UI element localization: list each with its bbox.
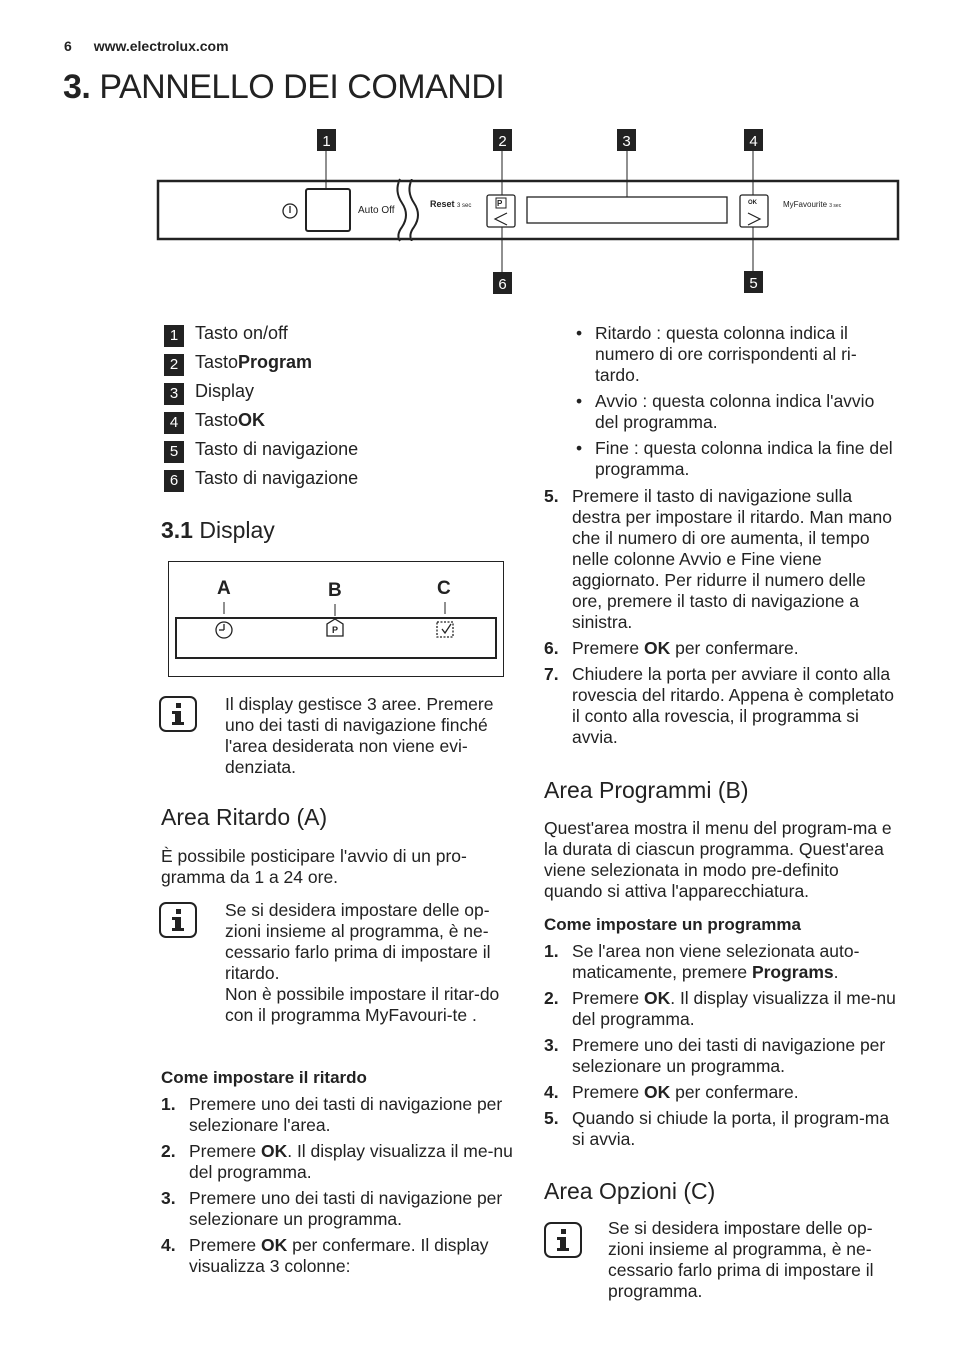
info-note-opzioni	[544, 1218, 896, 1302]
svg-text:1: 1	[322, 133, 331, 150]
step-item	[161, 1094, 513, 1136]
myfavourite-label	[783, 200, 841, 209]
area-ritardo-title: Area Ritardo (A)	[161, 804, 328, 830]
step-text: Premere OK per confermare.	[572, 1082, 799, 1102]
step-text: Premere OK per confermare. Il display visualizza 3 colonne:	[189, 1235, 489, 1276]
myfavourite-sec: 3 sec	[829, 203, 842, 209]
page-title	[63, 68, 504, 107]
clock-delay-icon	[216, 622, 232, 638]
area-opzioni-title: Area Opzioni (C)	[544, 1178, 716, 1204]
step-text: Chiudere la porta per avviare il conto alla rovescia del ritardo. Appena è completato il conto alla rovescia, il programma si avvia.	[572, 664, 894, 747]
bullet-text: Fine : questa colonna indica la fine del programma.	[595, 438, 893, 479]
info-note-ritardo	[159, 900, 511, 1026]
legend-item	[164, 348, 358, 377]
step-item	[544, 1082, 899, 1103]
step-number: 3.	[544, 1035, 559, 1055]
step-text: Premere OK per confermare.	[572, 638, 799, 658]
step-number: 4.	[161, 1235, 176, 1255]
bullet-item	[572, 438, 897, 480]
step-number: 5.	[544, 486, 559, 506]
subsection-title: Display	[199, 517, 275, 543]
step-item	[544, 988, 899, 1030]
info-icon	[159, 902, 197, 938]
section-title: PANNELLO DEI COMANDI	[99, 68, 505, 106]
legend-text: Tasto di navigazione	[195, 439, 359, 459]
legend-badge: 6	[164, 470, 184, 492]
info-icon	[159, 696, 197, 732]
legend-text: TastoProgram	[195, 352, 313, 372]
legend-list	[164, 319, 358, 493]
myfavourite-text: MyFavourite	[783, 200, 828, 209]
legend-badge: 4	[164, 412, 184, 434]
step-number: 1.	[161, 1094, 176, 1114]
subsection-display-title	[161, 517, 275, 544]
bullet-dot: •	[576, 438, 583, 458]
steps-ritardo-cont	[544, 486, 899, 753]
legend-item	[164, 319, 358, 348]
on-off-button	[306, 189, 350, 231]
step-item	[544, 941, 899, 983]
callout-badge-2	[493, 129, 512, 151]
bullets-ritardo	[572, 323, 897, 485]
area-programmi-title: Area Programmi (B)	[544, 777, 749, 803]
step-item	[544, 1035, 899, 1077]
bullet-item	[572, 391, 897, 433]
legend-text: TastoOK	[195, 410, 266, 430]
info-text-1: Se si desidera impostare delle op-zioni insieme al programma, è ne-cessario farlo prima di impostare il ritardo.	[225, 900, 491, 983]
running-header	[64, 38, 229, 54]
svg-text:6: 6	[498, 276, 507, 293]
info-text	[225, 900, 511, 1026]
legend-item	[164, 464, 358, 493]
callout-badge-6	[493, 272, 512, 294]
step-text: Premere OK. Il display visualizza il me-nu del programma.	[572, 988, 896, 1029]
control-panel-diagram	[150, 125, 910, 297]
info-text: Se si desidera impostare delle op-zioni insieme al programma, è ne-cessario farlo prima di impostare il programma.	[608, 1218, 874, 1301]
step-item	[161, 1235, 513, 1277]
legend-badge: 3	[164, 383, 184, 405]
step-number: 4.	[544, 1082, 559, 1102]
step-text: Quando si chiude la porta, il program-ma si avvia.	[572, 1108, 890, 1149]
bullet-item	[572, 323, 897, 386]
step-item	[544, 638, 899, 659]
label-c: C	[437, 578, 451, 599]
legend-item	[164, 435, 358, 464]
svg-text:3: 3	[622, 133, 631, 150]
options-icon	[437, 622, 453, 637]
steps-ritardo	[161, 1094, 513, 1282]
program-symbol: P	[497, 199, 503, 208]
bullet-dot: •	[576, 391, 583, 411]
info-note-display	[159, 694, 511, 778]
area-programmi-text: Quest'area mostra il menu del program-ma e la durata di ciascun programma. Quest'area viene selezionata in modo pre-definito quando si attiva l'apparecchiatura.	[544, 818, 892, 901]
step-number: 5.	[544, 1108, 559, 1128]
step-item	[544, 486, 899, 633]
bullet-text: Avvio : questa colonna indica l'avvio del programma.	[595, 391, 875, 432]
step-text: Premere uno dei tasti di navigazione per selezionare un programma.	[572, 1035, 886, 1076]
page-number: 6	[64, 38, 72, 54]
step-number: 1.	[544, 941, 559, 961]
info-text-2: Non è possibile impostare il ritar-do con il programma MyFavouri-te .	[225, 984, 500, 1025]
legend-badge: 5	[164, 441, 184, 463]
ok-symbol: OK	[748, 200, 757, 206]
step-text: Premere il tasto di navigazione sulla destra per impostare il ritardo. Man mano che il numero di ore aumenta, il tempo nelle colonne Avvio e Fine viene aggiornato. Per ridurre il numero delle ore, premere il tasto di navigazione a sinistra.	[572, 486, 892, 632]
step-text: Se l'area non viene selezionata auto-maticamente, premere Programs.	[572, 941, 860, 982]
legend-item	[164, 406, 358, 435]
site-url: www.electrolux.com	[93, 38, 229, 54]
step-text: Premere uno dei tasti di navigazione per selezionare l'area.	[189, 1094, 503, 1135]
area-ritardo-text: È possibile posticipare l'avvio di un pro-gramma da 1 a 24 ore.	[161, 846, 467, 887]
legend-text: Tasto on/off	[195, 323, 288, 343]
step-number: 2.	[544, 988, 559, 1008]
bullet-dot: •	[576, 323, 583, 343]
step-number: 6.	[544, 638, 559, 658]
step-item	[544, 664, 899, 748]
reset-text: Reset	[430, 199, 455, 209]
label-a: A	[217, 578, 231, 599]
legend-text: Display	[195, 381, 255, 401]
step-number: 3.	[161, 1188, 176, 1208]
info-text: Il display gestisce 3 aree. Premere uno dei tasti di navigazione finché l'area desiderata non viene evi-denziata.	[225, 694, 494, 777]
auto-off-label: Auto Off	[358, 205, 395, 216]
svg-text:5: 5	[749, 275, 758, 292]
step-item	[161, 1141, 513, 1183]
bullet-text: Ritardo : questa colonna indica il numero di ore corrispondenti al ri-tardo.	[595, 323, 857, 385]
display-window	[527, 197, 727, 223]
callout-badge-4	[744, 129, 763, 151]
step-item	[544, 1108, 899, 1150]
program-symbol-small: P	[332, 625, 339, 635]
steps-programmi	[544, 941, 899, 1155]
svg-text:2: 2	[498, 133, 507, 150]
info-icon	[544, 1222, 582, 1258]
display-diagram	[168, 561, 504, 677]
callout-badge-1	[317, 129, 336, 151]
step-text: Premere OK. Il display visualizza il me-nu del programma.	[189, 1141, 513, 1182]
reset-sec: 3 sec	[457, 203, 472, 209]
display-icons	[169, 562, 505, 678]
howto-ritardo-title: Come impostare il ritardo	[161, 1068, 367, 1087]
legend-badge: 1	[164, 325, 184, 347]
legend-item	[164, 377, 358, 406]
reset-label	[430, 199, 471, 209]
callout-badge-5	[744, 271, 763, 293]
label-b: B	[328, 580, 342, 601]
howto-programmi-title: Come impostare un programma	[544, 915, 801, 934]
step-text: Premere uno dei tasti di navigazione per selezionare un programma.	[189, 1188, 503, 1229]
subsection-number: 3.1	[161, 517, 193, 543]
legend-badge: 2	[164, 354, 184, 376]
section-number: 3.	[63, 68, 91, 106]
step-number: 2.	[161, 1141, 176, 1161]
step-item	[161, 1188, 513, 1230]
legend-text: Tasto di navigazione	[195, 468, 359, 488]
step-number: 7.	[544, 664, 559, 684]
svg-text:4: 4	[749, 133, 758, 150]
callout-badge-3	[617, 129, 636, 151]
power-icon	[283, 204, 297, 218]
